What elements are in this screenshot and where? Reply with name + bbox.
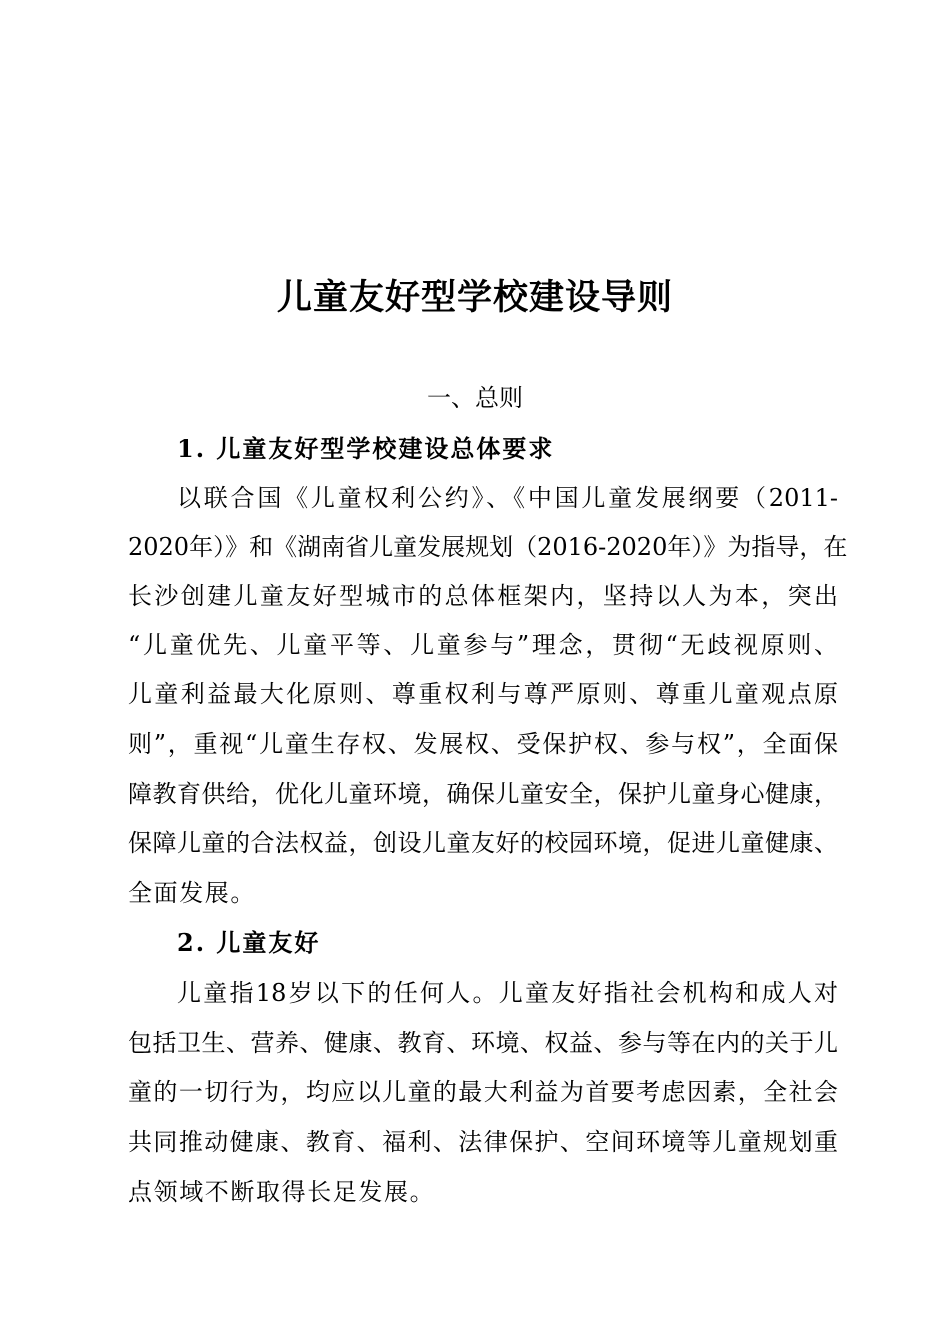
paragraph-line: 障教育供给，优化儿童环境，确保儿童安全，保护儿童身心健康， [128, 780, 838, 808]
paragraph-line: 童的一切行为，均应以儿童的最大利益为首要考虑因素，全社会 [128, 1078, 838, 1106]
paragraph-line: 儿童利益最大化原则、尊重权利与尊严原则、尊重儿童观点原 [128, 680, 838, 708]
subsection-heading-1: 1. 儿童友好型学校建设总体要求 [177, 434, 555, 463]
paragraph-line: 保障儿童的合法权益，创设儿童友好的校园环境，促进儿童健康、 [128, 829, 838, 857]
document-title: 儿童友好型学校建设导则 [276, 277, 673, 318]
paragraph-line: 则”，重视“儿童生存权、发展权、受保护权、参与权”，全面保 [128, 730, 838, 758]
paragraph-line: 以联合国《儿童权利公约》、《中国儿童发展纲要（2011- [177, 484, 838, 512]
subsection-heading-2: 2. 儿童友好 [177, 928, 321, 957]
paragraph-line: 全面发展。 [128, 879, 256, 907]
section-heading-general: 一、总则 [427, 384, 523, 412]
paragraph-line: 长沙创建儿童友好型城市的总体框架内，坚持以人为本，突出 [128, 582, 838, 610]
paragraph-line: 共同推动健康、教育、福利、法律保护、空间环境等儿童规划重 [128, 1128, 838, 1156]
paragraph-line: 儿童指18岁以下的任何人。儿童友好指社会机构和成人对 [177, 979, 838, 1007]
paragraph-line: “儿童优先、儿童平等、儿童参与”理念，贯彻“无歧视原则、 [128, 631, 838, 659]
paragraph-line: 包括卫生、营养、健康、教育、环境、权益、参与等在内的关于儿 [128, 1029, 838, 1057]
paragraph-line: 2020年）》和《湖南省儿童发展规划（2016-2020年）》为指导，在 [128, 533, 848, 561]
paragraph-line: 点领域不断取得长足发展。 [128, 1178, 436, 1206]
